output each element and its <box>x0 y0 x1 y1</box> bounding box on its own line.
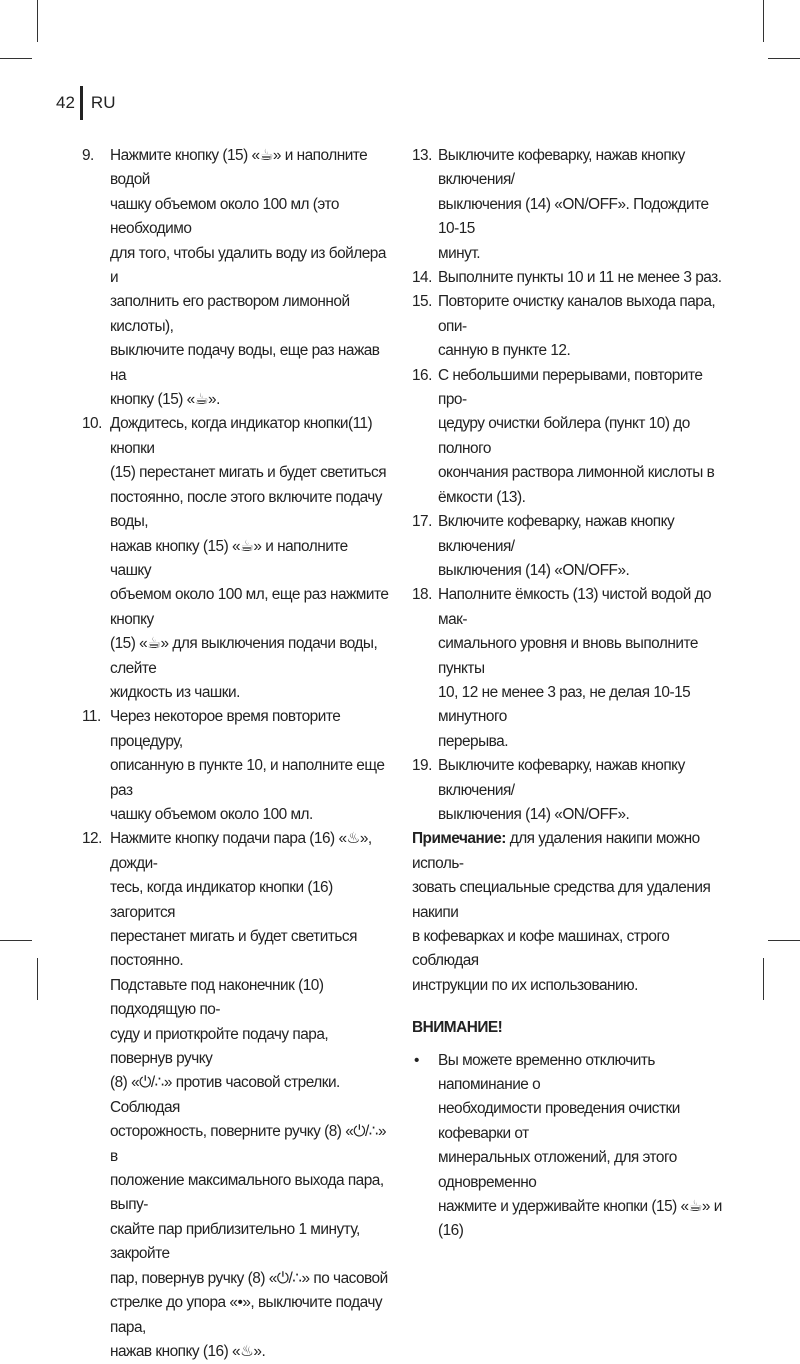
list-item-17 <box>412 510 730 583</box>
item-number: 18. <box>412 586 432 604</box>
crop-mark <box>768 940 800 941</box>
language-code: RU <box>90 93 116 112</box>
power-steam-icon: ⏻/∴ <box>139 1074 164 1092</box>
page-number: 42 <box>56 93 75 112</box>
item-number: 10. <box>82 415 102 433</box>
cup-icon: ☕ <box>194 391 209 409</box>
steam-icon: ♨ <box>240 1342 254 1360</box>
list-item-14 <box>412 266 730 290</box>
crop-mark <box>0 58 32 59</box>
cup-icon: ☕ <box>688 1198 702 1216</box>
list-item-12 <box>82 827 392 1364</box>
item-number: 15. <box>412 293 432 311</box>
item-number: 9. <box>82 147 94 164</box>
crop-mark <box>763 958 764 1000</box>
item-number: 17. <box>412 513 432 531</box>
cup-icon: ☕ <box>259 147 273 164</box>
item-number: 16. <box>412 366 432 384</box>
cup-icon: ☕ <box>147 635 161 653</box>
crop-mark <box>0 940 32 941</box>
item-text: Нажмите кнопку подачи пара (16) «♨», дожди- тесь, когда индикатор кнопки (16) загорится перестанет мигать и будет светиться постоянно. Подставьте под наконечник (10) подходящую по- суду и приоткройте подачу пара, повернув ручку (8) «⏻/∴» против часовой стрелки. Соблюдая осторожность, поверните ручку (8) «⏻/∴» в положение максимального выхода пара, выпу- скайте пар приблизительно 1 минуту, закройте пар, повернув ручку (8) «⏻/∴» по часовой стрелке до упора «•», выключите подачу пара, нажав кнопку (16) «♨». <box>110 827 392 1364</box>
warning-text: Вы можете временно отключить напоминание о необходимости проведения очистки кофеварки от минеральных отложений, для этого одновременно нажмите и удерживайте кнопки (15) «☕» и (16) <box>438 1051 722 1240</box>
list-item-18 <box>412 583 730 754</box>
crop-mark <box>37 0 38 42</box>
list-item-19 <box>412 754 730 827</box>
cup-icon: ☕ <box>240 537 254 555</box>
item-text: С небольшими перерывами, повторите про- цедуру очистки бойлера (пункт 10) до полного окончания раствора лимонной кислоты в ёмкости (13). <box>438 366 715 506</box>
crop-mark <box>763 0 764 42</box>
note-text: для удаления накипи можно исполь- зовать специальные средства для удаления накипи в кофеварках и кофе машинах, строго соблюдая инструкции по их использованию. <box>412 830 711 994</box>
item-text: Наполните ёмкость (13) чистой водой до мак- симального уровня и вновь выполните пункты 10, 12 не менее 3 раз, не делая 10-15 минутного перерыва. <box>438 586 712 750</box>
item-number: 11. <box>82 708 101 726</box>
power-steam-icon: ⏻/∴ <box>276 1269 302 1287</box>
header-divider <box>80 86 83 120</box>
list-item-10 <box>82 412 392 705</box>
item-number: 13. <box>412 147 432 164</box>
crop-mark <box>768 58 800 59</box>
list-item-9 <box>82 144 392 412</box>
item-text: Нажмите кнопку (15) «☕» и наполните водой чашку объемом около 100 мл (это необходимо для того, чтобы удалить воду из бойлера и заполнить его раствором лимонной кислоты), выключите подачу воды, еще раз нажав на кнопку (15) «☕». <box>110 144 392 412</box>
item-text: Включите кофеварку, нажав кнопку включения/ выключения (14) «ON/OFF». <box>438 513 675 579</box>
stop-dot-icon: • <box>237 1294 243 1312</box>
right-column <box>412 144 730 1244</box>
item-number: 19. <box>412 757 432 775</box>
note-paragraph <box>412 827 730 998</box>
item-number: 14. <box>412 269 432 287</box>
item-text: Выполните пункты 10 и 11 не менее 3 раз. <box>438 269 722 287</box>
item-text: Выключите кофеварку, нажав кнопку включения/ выключения (14) «ON/OFF». Подождите 10-15 минут. <box>438 147 709 262</box>
item-text: Выключите кофеварку, нажав кнопку включения/ выключения (14) «ON/OFF». <box>438 757 685 823</box>
item-text: Дождитесь, когда индикатор кнопки(11) кнопки (15) перестанет мигать и будет светиться постоянно, после этого включите подачу воды, нажав кнопку (15) «☕» и наполните чашку объемом около 100 мл, еще раз нажмите кнопку (15) «☕» для выключения подачи воды, слейте жидкость из чашки. <box>110 415 389 701</box>
steam-icon: ♨ <box>346 830 360 848</box>
list-item-13 <box>412 144 730 266</box>
item-text: Повторите очистку каналов выхода пара, опи- санную в пункте 12. <box>438 293 716 360</box>
page-header <box>56 86 115 120</box>
item-number: 12. <box>82 830 102 848</box>
bullet-icon: • <box>414 1051 419 1069</box>
list-item-15 <box>412 290 730 363</box>
warning-bullet-item <box>412 1049 730 1244</box>
list-item-16 <box>412 364 730 510</box>
power-steam-icon: ⏻/∴ <box>353 1123 379 1141</box>
note-label: Примечание: <box>412 830 506 848</box>
item-text: Через некоторое время повторите процедуру, описанную в пункте 10, и наполните еще раз чашку объемом около 100 мл. <box>110 708 385 823</box>
crop-mark <box>37 958 38 1000</box>
list-item-11 <box>82 705 392 827</box>
warning-title: ВНИМАНИЕ! <box>412 1019 503 1037</box>
left-column <box>82 144 392 1364</box>
